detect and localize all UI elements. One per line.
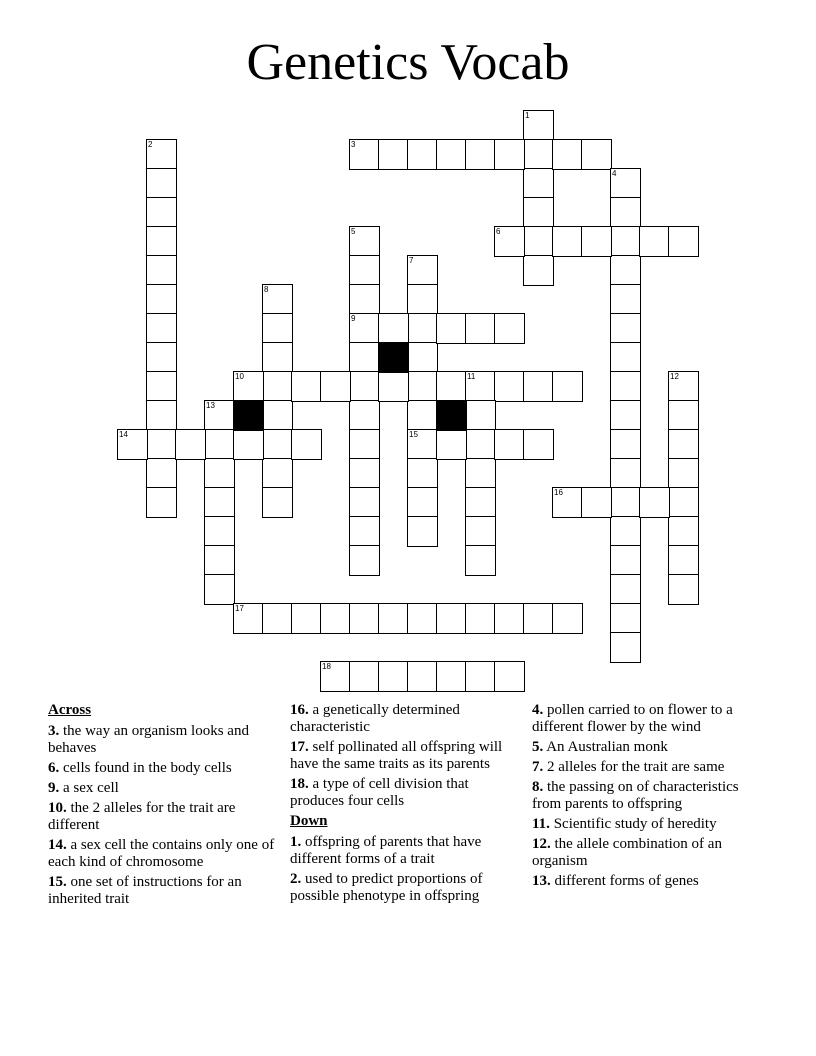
grid-cell[interactable] <box>552 487 583 518</box>
grid-cell[interactable] <box>349 400 380 431</box>
down-clue-1 <box>290 834 525 868</box>
grid-cell[interactable] <box>262 284 293 315</box>
grid-cell[interactable] <box>465 458 496 489</box>
grid-cell[interactable] <box>407 661 438 692</box>
clue-number: 14. <box>48 837 67 853</box>
clue-column-1 <box>48 702 283 911</box>
clue-text: a sex cell <box>63 780 119 796</box>
clue-number-label: 13 <box>206 401 215 410</box>
grid-cell[interactable] <box>668 574 699 605</box>
across-clue-3 <box>48 723 283 757</box>
grid-cell[interactable] <box>204 400 235 431</box>
grid-cell[interactable] <box>668 545 699 576</box>
grid-cell[interactable] <box>349 313 380 344</box>
grid-cell[interactable] <box>262 603 293 634</box>
grid-cell[interactable] <box>407 516 438 547</box>
grid-cell[interactable] <box>291 603 322 634</box>
grid-cell[interactable] <box>610 371 641 402</box>
grid-cell[interactable] <box>465 429 496 460</box>
grid-cell[interactable] <box>378 603 409 634</box>
grid-cell[interactable] <box>610 255 641 286</box>
grid-cell[interactable] <box>349 429 380 460</box>
across-clue-15 <box>48 874 283 908</box>
clue-number: 16. <box>290 702 309 718</box>
grid-cell[interactable] <box>523 110 554 141</box>
grid-cell[interactable] <box>465 139 496 170</box>
grid-cell[interactable] <box>146 458 177 489</box>
grid-cell[interactable] <box>146 139 177 170</box>
grid-cell[interactable] <box>523 603 554 634</box>
grid-cell[interactable] <box>581 226 612 257</box>
clue-number-label: 15 <box>409 430 418 439</box>
grid-cell[interactable] <box>349 371 380 402</box>
clue-number: 4. <box>532 702 544 718</box>
clue-column-3 <box>532 702 767 893</box>
across-clue-9 <box>48 780 283 797</box>
clue-number-label: 18 <box>322 662 331 671</box>
grid-cell[interactable] <box>465 516 496 547</box>
grid-cell[interactable] <box>291 429 322 460</box>
clue-number: 11. <box>532 816 550 832</box>
grid-cell[interactable] <box>465 487 496 518</box>
clue-text: offspring of parents that have different forms of a trait <box>290 834 482 867</box>
grid-cell[interactable] <box>407 313 438 344</box>
grid-cell[interactable] <box>349 487 380 518</box>
grid-cell[interactable] <box>407 342 438 373</box>
clue-text: the passing on of characteristics from parents to offspring <box>532 779 739 812</box>
clue-number-label: 9 <box>351 314 356 323</box>
down-clue-13 <box>532 873 767 890</box>
clue-text: the 2 alleles for the trait are different <box>48 800 236 833</box>
grid-cell[interactable] <box>349 342 380 373</box>
clue-number: 2. <box>290 871 302 887</box>
grid-cell[interactable] <box>320 603 351 634</box>
grid-cell[interactable] <box>204 516 235 547</box>
grid-cell[interactable] <box>320 371 351 402</box>
clue-number-label: 7 <box>409 256 414 265</box>
grid-cell[interactable] <box>146 197 177 228</box>
grid-cell[interactable] <box>668 226 699 257</box>
grid-cell[interactable] <box>465 400 496 431</box>
grid-cell[interactable] <box>233 603 264 634</box>
grid-cell[interactable] <box>146 342 177 373</box>
black-square <box>233 400 264 431</box>
clue-text: different forms of genes <box>554 873 699 889</box>
clue-number-label: 16 <box>554 488 563 497</box>
grid-cell[interactable] <box>552 371 583 402</box>
clue-number: 3. <box>48 723 60 739</box>
grid-cell[interactable] <box>407 487 438 518</box>
grid-cell[interactable] <box>407 458 438 489</box>
grid-cell[interactable] <box>465 313 496 344</box>
grid-cell[interactable] <box>262 458 293 489</box>
grid-cell[interactable] <box>668 458 699 489</box>
grid-cell[interactable] <box>523 168 554 199</box>
clue-text: one set of instructions for an inherited trait <box>48 874 242 907</box>
grid-cell[interactable] <box>378 371 409 402</box>
grid-cell[interactable] <box>436 371 467 402</box>
clue-number-label: 14 <box>119 430 128 439</box>
clue-number: 12. <box>532 836 551 852</box>
clue-number: 8. <box>532 779 544 795</box>
clue-text: a sex cell the contains only one of each kind of chromosome <box>48 837 275 870</box>
grid-cell[interactable] <box>262 429 293 460</box>
grid-cell[interactable] <box>436 313 467 344</box>
down-clue-7 <box>532 759 767 776</box>
grid-cell[interactable] <box>349 226 380 257</box>
grid-cell[interactable] <box>465 661 496 692</box>
clue-text: a type of cell division that produces four cells <box>290 776 469 809</box>
grid-cell[interactable] <box>204 429 235 460</box>
grid-cell[interactable] <box>610 284 641 315</box>
grid-cell[interactable] <box>349 139 380 170</box>
grid-cell[interactable] <box>610 458 641 489</box>
grid-cell[interactable] <box>494 139 525 170</box>
grid-cell[interactable] <box>233 371 264 402</box>
grid-cell[interactable] <box>407 371 438 402</box>
grid-cell[interactable] <box>349 603 380 634</box>
grid-cell[interactable] <box>523 255 554 286</box>
grid-cell[interactable] <box>523 371 554 402</box>
clue-text: used to predict proportions of possible phenotype in offspring <box>290 871 483 904</box>
grid-cell[interactable] <box>146 487 177 518</box>
down-clue-11 <box>532 816 767 833</box>
grid-cell[interactable] <box>581 487 612 518</box>
grid-cell[interactable] <box>436 661 467 692</box>
grid-cell[interactable] <box>494 661 525 692</box>
grid-cell[interactable] <box>668 400 699 431</box>
grid-cell[interactable] <box>262 487 293 518</box>
grid-cell[interactable] <box>552 139 583 170</box>
across-clue-14 <box>48 837 283 871</box>
grid-cell[interactable] <box>204 487 235 518</box>
grid-cell[interactable] <box>349 458 380 489</box>
grid-cell[interactable] <box>523 139 554 170</box>
grid-cell[interactable] <box>668 429 699 460</box>
grid-cell[interactable] <box>552 603 583 634</box>
clue-number-label: 5 <box>351 227 356 236</box>
across-header: Across <box>48 702 92 718</box>
grid-cell[interactable] <box>407 429 438 460</box>
grid-cell[interactable] <box>465 371 496 402</box>
clue-number: 5. <box>532 739 544 755</box>
grid-cell[interactable] <box>175 429 206 460</box>
grid-cell[interactable] <box>146 284 177 315</box>
clue-number: 6. <box>48 760 60 776</box>
clue-number-label: 3 <box>351 140 356 149</box>
grid-cell[interactable] <box>146 313 177 344</box>
grid-cell[interactable] <box>610 226 641 257</box>
grid-cell[interactable] <box>610 574 641 605</box>
grid-cell[interactable] <box>146 226 177 257</box>
grid-cell[interactable] <box>610 313 641 344</box>
grid-cell[interactable] <box>610 197 641 228</box>
clue-number: 18. <box>290 776 309 792</box>
grid-cell[interactable] <box>436 429 467 460</box>
grid-cell[interactable] <box>552 226 583 257</box>
clue-number-label: 8 <box>264 285 269 294</box>
grid-cell[interactable] <box>378 313 409 344</box>
clue-number: 1. <box>290 834 302 850</box>
clue-number-label: 12 <box>670 372 679 381</box>
clue-text: pollen carried to on flower to a different flower by the wind <box>532 702 733 735</box>
clue-number-label: 4 <box>612 169 617 178</box>
grid-cell[interactable] <box>581 139 612 170</box>
grid-cell[interactable] <box>639 226 670 257</box>
down-clue-5 <box>532 739 767 756</box>
across-clue-16 <box>290 702 525 736</box>
grid-cell[interactable] <box>204 545 235 576</box>
clue-text: 2 alleles for the trait are same <box>547 759 725 775</box>
grid-cell[interactable] <box>262 313 293 344</box>
across-clue-18 <box>290 776 525 810</box>
clue-number: 10. <box>48 800 67 816</box>
across-clue-10 <box>48 800 283 834</box>
down-clue-8 <box>532 779 767 813</box>
grid-cell[interactable] <box>291 371 322 402</box>
grid-cell[interactable] <box>349 516 380 547</box>
grid-cell[interactable] <box>610 400 641 431</box>
grid-cell[interactable] <box>407 255 438 286</box>
down-clue-2 <box>290 871 525 905</box>
grid-cell[interactable] <box>204 574 235 605</box>
grid-cell[interactable] <box>523 429 554 460</box>
grid-cell[interactable] <box>494 313 525 344</box>
clue-number: 13. <box>532 873 551 889</box>
grid-cell[interactable] <box>378 661 409 692</box>
clue-number: 7. <box>532 759 544 775</box>
grid-cell[interactable] <box>494 603 525 634</box>
grid-cell[interactable] <box>146 255 177 286</box>
grid-cell[interactable] <box>262 400 293 431</box>
grid-cell[interactable] <box>262 371 293 402</box>
grid-cell[interactable] <box>320 661 351 692</box>
grid-cell[interactable] <box>494 429 525 460</box>
clue-number-label: 11 <box>467 372 476 381</box>
grid-cell[interactable] <box>349 284 380 315</box>
grid-cell[interactable] <box>465 603 496 634</box>
clue-number-label: 1 <box>525 111 530 120</box>
clue-column-2 <box>290 702 525 908</box>
grid-cell[interactable] <box>610 603 641 634</box>
grid-cell[interactable] <box>610 632 641 663</box>
clue-number-label: 6 <box>496 227 501 236</box>
grid-cell[interactable] <box>668 371 699 402</box>
grid-cell[interactable] <box>233 429 264 460</box>
grid-cell[interactable] <box>146 400 177 431</box>
clue-text: cells found in the body cells <box>63 760 232 776</box>
grid-cell[interactable] <box>436 603 467 634</box>
clue-number: 15. <box>48 874 67 890</box>
grid-cell[interactable] <box>146 371 177 402</box>
grid-cell[interactable] <box>146 429 177 460</box>
clue-text: An Australian monk <box>546 739 668 755</box>
grid-cell[interactable] <box>465 545 496 576</box>
grid-cell[interactable] <box>610 516 641 547</box>
grid-cell[interactable] <box>146 168 177 199</box>
grid-cell[interactable] <box>610 487 641 518</box>
clue-number: 9. <box>48 780 60 796</box>
grid-cell[interactable] <box>494 226 525 257</box>
grid-cell[interactable] <box>668 516 699 547</box>
grid-cell[interactable] <box>610 545 641 576</box>
grid-cell[interactable] <box>610 168 641 199</box>
grid-cell[interactable] <box>523 197 554 228</box>
grid-cell[interactable] <box>639 487 670 518</box>
grid-cell[interactable] <box>349 661 380 692</box>
down-clue-12 <box>532 836 767 870</box>
grid-cell[interactable] <box>668 487 699 518</box>
page-title: Genetics Vocab <box>246 34 570 91</box>
clue-text: the allele combination of an organism <box>532 836 722 869</box>
down-clue-4 <box>532 702 767 736</box>
clue-number-label: 10 <box>235 372 244 381</box>
black-square <box>378 342 409 373</box>
grid-cell[interactable] <box>436 139 467 170</box>
clue-text: Scientific study of heredity <box>553 816 717 832</box>
down-header: Down <box>290 813 328 829</box>
grid-cell[interactable] <box>610 342 641 373</box>
grid-cell[interactable] <box>349 545 380 576</box>
grid-cell[interactable] <box>262 342 293 373</box>
clue-number: 17. <box>290 739 309 755</box>
grid-cell[interactable] <box>378 139 409 170</box>
black-square <box>436 400 467 431</box>
grid-cell[interactable] <box>117 429 148 460</box>
clue-text: a genetically determined characteristic <box>290 702 460 735</box>
across-clue-17 <box>290 739 525 773</box>
grid-cell[interactable] <box>204 458 235 489</box>
grid-cell[interactable] <box>349 255 380 286</box>
grid-cell[interactable] <box>494 371 525 402</box>
clue-number-label: 17 <box>235 604 244 613</box>
clue-number-label: 2 <box>148 140 153 149</box>
grid-cell[interactable] <box>407 284 438 315</box>
grid-cell[interactable] <box>407 400 438 431</box>
clue-text: self pollinated all offspring will have the same traits as its parents <box>290 739 503 772</box>
grid-cell[interactable] <box>610 429 641 460</box>
grid-cell[interactable] <box>407 603 438 634</box>
clue-text: the way an organism looks and behaves <box>48 723 249 756</box>
across-clue-6 <box>48 760 283 777</box>
grid-cell[interactable] <box>523 226 554 257</box>
grid-cell[interactable] <box>407 139 438 170</box>
